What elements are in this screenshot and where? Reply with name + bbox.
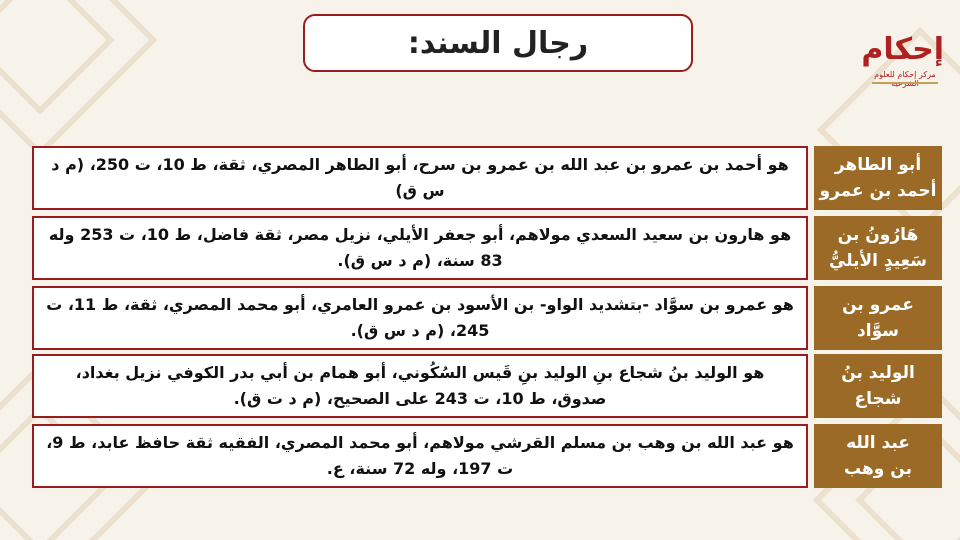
narrator-row [32, 424, 942, 488]
narrator-name-line2: سوَّاد [857, 321, 899, 341]
narrator-name [814, 146, 942, 210]
narrator-description: هو الوليد بنُ شجاع بنِ الوليد بنِ قَيس السُكُوني، أبو همام بن أبي بدر الكوفي نزيل بغداد، صدوق، ط 10، ت 243 على الصحيح، (م د ت ق). [32, 354, 808, 418]
narrator-row [32, 216, 942, 280]
narrator-name-line2: بن وهب [844, 459, 912, 479]
page-title: رجال السند: [407, 25, 589, 61]
narrator-row [32, 286, 942, 350]
narrator-name [814, 286, 942, 350]
logo-underline [872, 82, 938, 84]
logo-wordmark: إحكام [861, 32, 944, 67]
narrator-row [32, 146, 942, 210]
title-box [303, 14, 693, 72]
narrator-name [814, 354, 942, 418]
narrator-name-line2: سَعِيدٍ الأيليُّ [829, 251, 927, 271]
narrator-name-line1: الوليد بنُ [841, 363, 915, 383]
narrator-name [814, 216, 942, 280]
logo-subtitle: مركز إحكام للعلوم [874, 70, 936, 79]
narrator-row [32, 354, 942, 418]
narrator-name [814, 424, 942, 488]
narrator-name-line1: هَارُونُ بن [837, 225, 919, 245]
narrator-name-line1: عبد الله [846, 433, 910, 453]
narrator-name-line2: شجاع [854, 389, 902, 409]
narrator-name-line1: أبو الطاهر [834, 155, 922, 175]
narrator-description: هو عمرو بن سوَّاد -بتشديد الواو- بن الأسود بن عمرو العامري، أبو محمد المصري، ثقة، ط 11، ت 245، (م د س ق). [32, 286, 808, 350]
narrator-description: هو أحمد بن عمرو بن عبد الله بن عمرو بن سرح، أبو الطاهر المصري، ثقة، ط 10، ت 250، (م د س ق) [32, 146, 808, 210]
narrator-description: هو عبد الله بن وهب بن مسلم القرشي مولاهم، أبو محمد المصري، الفقيه ثقة حافظ عابد، ط 9، ت 197، وله 72 سنة، ع. [32, 424, 808, 488]
logo [861, 22, 944, 94]
narrator-description: هو هارون بن سعيد السعدي مولاهم، أبو جعفر الأيلي، نزيل مصر، ثقة فاضل، ط 10، ت 253 وله 83 سنة، (م د س ق). [32, 216, 808, 280]
narrator-name-line1: عمرو بن [842, 295, 914, 315]
narrator-name-line2: أحمد بن عمرو [819, 181, 937, 201]
